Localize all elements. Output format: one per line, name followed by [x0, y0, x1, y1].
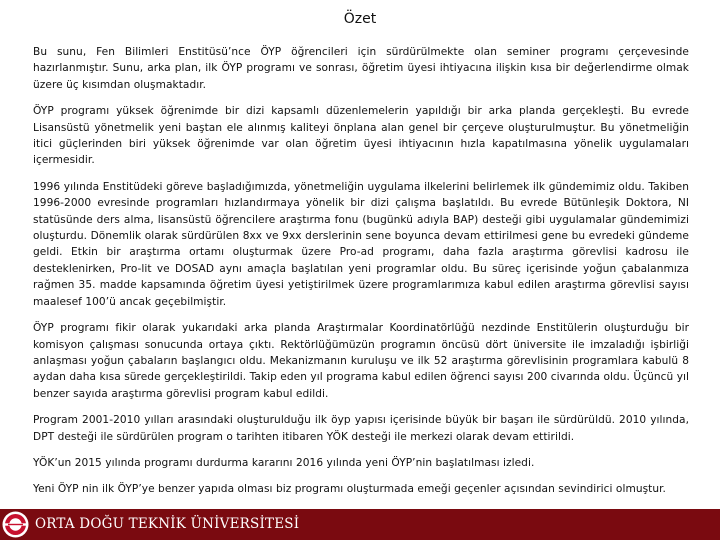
- summary-body: [33, 44, 689, 508]
- paragraph-background: ÖYP programı yüksek öğrenimde bir dizi kapsamlı düzenlemelerin yapıldığı bir arka planda gerçekleşti. Bu evrede Lisansüstü yönetmelik yeni baştan ele alınmış kaliteyi önplana alan genel bir çerçeve oluşturulmuştur. Bu yönetmeliğin itici güçlerinden biri yüksek öğrenimde var olan öğretim üyesi ihtiyacının hızla kapatılmasına yönelik uygulamaları içermesidir.: [33, 105, 689, 167]
- paragraph-2001-2010: Program 2001-2010 yılları arasındaki oluşturulduğu ilk öyp yapısı içerisinde büyük bir başarı ile sürdürüldü. 2010 yılında, DPT desteği ile sürdürülen program o tarihten itibaren YÖK desteği ile merkezi olarak devam ettirildi.: [33, 414, 689, 443]
- paragraph-oyp-origin: ÖYP programı fikir olarak yukarıdaki arka planda Araştırmalar Koordinatörlüğü nezdinde Enstitülerin oluşturduğu bir komisyon çalışması sonucunda ortaya çıktı. Rektörlüğümüzün programın öncüsü dört üniversite ile imzaladığı işbirliği anlaşması yoğun çabaların başlangıcı oldu. Mekanizmanın kuruluşu ve ilk 52 araştırma görevlisinin programlara kabulü 8 aydan daha kısa sürede gerçekleştirildi. Takip eden yıl programa kabul edilen öğrenci sayısı 200 civarında oldu. Üçüncü yıl benzer sayıda araştırma görevlisi program kabul edildi.: [33, 322, 689, 400]
- paragraph-yok-2015: YÖK’un 2015 yılında programı durdurma kararını 2016 yılında yeni ÖYP’nin başlatılması izledi.: [33, 456, 535, 469]
- page-title: Özet: [343, 11, 377, 27]
- paragraph-history: 1996 yılında Enstitüdeki göreve başladığımızda, yönetmeliğin uygulama ilkelerini belirlemek ilk gündemimiz oldu. Takiben 1996-2000 evresinde programları hızlandırmaya yönelik bir dizi çalışma başlatıldı. Bu evrede Bütünleşik Doktora, NI statüsünde ders alma, lisansüstü öğrencilere araştırma fonu (bugünkü adıyla BAP) desteği gibi uygulamalar gündemimizi oluşturdu. Dönemlik olarak sürdürülen 8xx ve 9xx derslerinin sene boyunca devam ettirilmesi gene bu evredeki gündeme geldi. Etkin bir araştırma ortamı oluşturmak üzere Pro-ad programı, daha fazla araştırma görevlisi kadrosu ile desteklenirken, Pro-lit ve DOSAD aynı amaçla başlatılan yeni programlar oldu. Bu süreç içerisinde yoğun çabalanmıza rağmen 35. madde kapsamında öğretim üyesi yetiştirilmek üzere programlarımıza kabul edilen araştırma görevlisi sayısı maalesef 100’ü ancak geçebilmiştir.: [33, 180, 689, 308]
- paragraph-new-oyp: Yeni ÖYP nin ilk ÖYP’ye benzer yapıda olması biz programı oluşturmada emeği geçenler açısından sevindirici olmuştur.: [33, 483, 666, 496]
- paragraph-intro: Bu sunu, Fen Bilimleri Enstitüsü’nce ÖYP öğrencileri için sürdürülmekte olan seminer programı çerçevesinde hazırlanmıştır. Sunu, arka plan, ilk ÖYP programı ve sonrası, öğretim üyesi ihtiyacına ilişkin kısa bir değerlendirme olmak üzere üç kısımdan oluşmaktadır.: [33, 46, 689, 91]
- metu-logo-icon: [2, 511, 29, 538]
- institution-name: ORTA DOĞU TEKNİK ÜNİVERSİTESİ: [35, 516, 300, 532]
- footer-bar: [0, 509, 720, 540]
